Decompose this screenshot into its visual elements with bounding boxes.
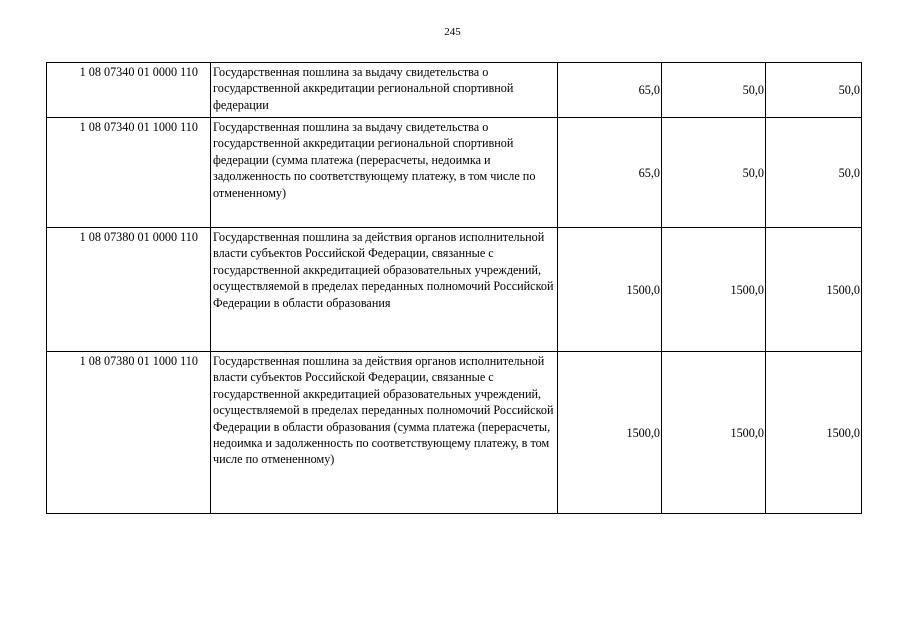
revenue-name-cell: Государственная пошлина за действия органов исполнительной власти субъектов Российской Федерации, связанные с государственной аккредитацией образовательных учреждений, осуществляемой в пределах переданных полномочий Российской Федерации в области образования: [211, 228, 558, 352]
budget-code-cell: 1 08 07380 01 1000 110: [47, 352, 211, 514]
table-row: [47, 118, 862, 228]
table-row: [47, 63, 862, 118]
amount-cell-year-1: 65,0: [558, 118, 662, 228]
page-number: 245: [444, 26, 461, 38]
table-body: [47, 63, 862, 514]
budget-revenue-table: [46, 62, 862, 514]
revenue-name-cell: Государственная пошлина за выдачу свидетельства о государственной аккредитации региональной спортивной федерации (сумма платежа (перерасчеты, недоимка и задолженность по соответствующему платежу, в том числе по отмененному): [211, 118, 558, 228]
amount-cell-year-2: 50,0: [662, 63, 766, 118]
amount-cell-year-2: 1500,0: [662, 228, 766, 352]
table-row: [47, 228, 862, 352]
table-row: [47, 352, 862, 514]
revenue-name-cell: Государственная пошлина за действия органов исполнительной власти субъектов Российской Федерации, связанные с государственной аккредитацией образовательных учреждений, осуществляемой в пределах переданных полномочий Российской Федерации в области образования (сумма платежа (перерасчеты, недоимка и задолженность по соответствующему платежу, в том числе по отмененному): [211, 352, 558, 514]
amount-cell-year-1: 1500,0: [558, 352, 662, 514]
amount-cell-year-2: 50,0: [662, 118, 766, 228]
amount-cell-year-3: 1500,0: [766, 228, 862, 352]
amount-cell-year-3: 1500,0: [766, 352, 862, 514]
amount-cell-year-1: 1500,0: [558, 228, 662, 352]
amount-cell-year-2: 1500,0: [662, 352, 766, 514]
budget-code-cell: 1 08 07340 01 1000 110: [47, 118, 211, 228]
budget-code-cell: 1 08 07380 01 0000 110: [47, 228, 211, 352]
amount-cell-year-3: 50,0: [766, 63, 862, 118]
amount-cell-year-3: 50,0: [766, 118, 862, 228]
amount-cell-year-1: 65,0: [558, 63, 662, 118]
revenue-name-cell: Государственная пошлина за выдачу свидетельства о государственной аккредитации региональной спортивной федерации: [211, 63, 558, 118]
budget-code-cell: 1 08 07340 01 0000 110: [47, 63, 211, 118]
